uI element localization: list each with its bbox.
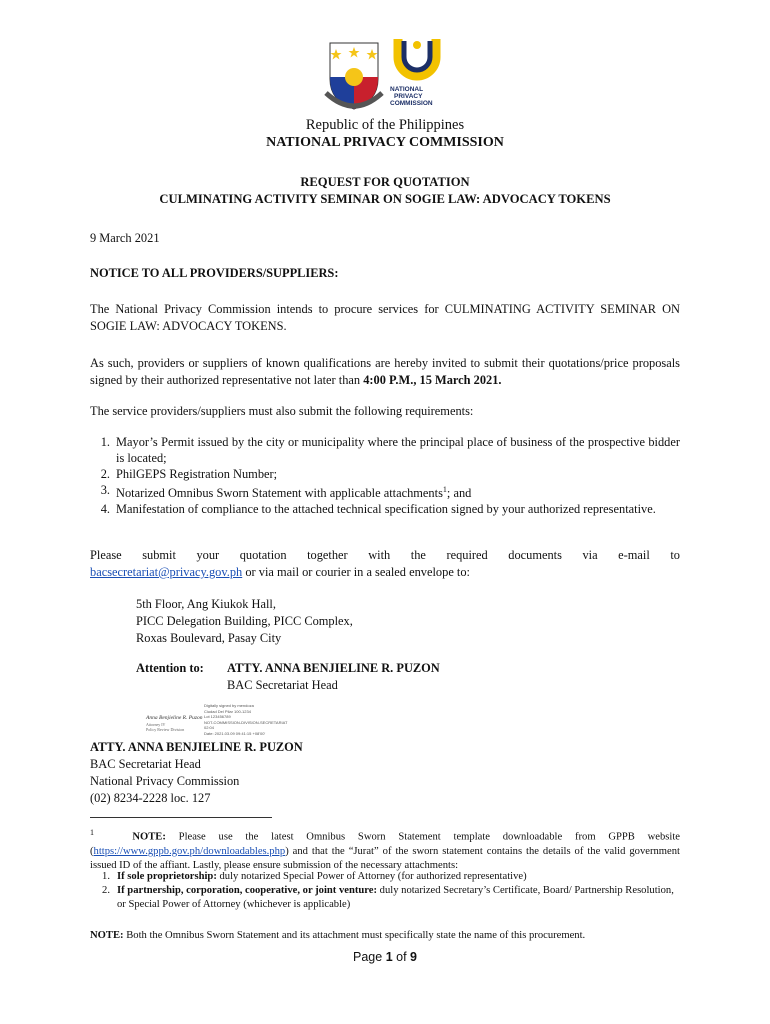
- signatory-phone: (02) 8234-2228 loc. 127: [90, 791, 211, 805]
- rfq-title: REQUEST FOR QUOTATION: [300, 175, 470, 189]
- deadline: 4:00 P.M., 15 March 2021.: [363, 373, 502, 387]
- signatory-block: [90, 739, 303, 807]
- attention-name: ATTY. ANNA BENJIELINE R. PUZON: [227, 661, 440, 675]
- page-number: Page 1 of 9: [353, 950, 417, 964]
- npc-logo-text: NATIONAL PRIVACY COMMISSION: [390, 86, 433, 107]
- list-item: 1. If sole proprietorship: duly notarized Special Power of Attorney (for authorized representative): [102, 871, 527, 882]
- requirements-list: [90, 434, 680, 517]
- signatory-name: ATTY. ANNA BENJIELINE R. PUZON: [90, 740, 303, 754]
- invitation-paragraph: As such, providers or suppliers of known qualifications are hereby invited to submit their quotations/price proposals signed by their authorized representative not later than 4:00 P.M., 15 March 2021.: [90, 356, 680, 387]
- document-date: 9 March 2021: [90, 231, 160, 245]
- mailing-address: 5th Floor, Ang Kiukok Hall, PICC Delegation Building, PICC Complex, Roxas Boulevard, Pasay City: [136, 597, 353, 645]
- signatory-office: National Privacy Commission: [90, 774, 240, 788]
- agency-heading: NATIONAL PRIVACY COMMISSION: [266, 135, 504, 150]
- signatory-position: BAC Secretariat Head: [90, 757, 201, 771]
- list-item: 3. Notarized Omnibus Sworn Statement with applicable attachments$^1$; and: [100, 483, 472, 501]
- attention-label: Attention to:: [136, 661, 204, 675]
- intro-paragraph: The National Privacy Commission intends to procure services for CULMINATING ACTIVITY SEMINAR ON SOGIE LAW: ADVOCACY TOKENS.: [90, 302, 680, 333]
- rfq-subject: CULMINATING ACTIVITY SEMINAR ON SOGIE LAW: ADVOCACY TOKENS: [159, 192, 611, 206]
- gppb-link[interactable]: https://www.gppb.gov.ph/downloadables.php: [93, 845, 286, 857]
- notice-heading: NOTICE TO ALL PROVIDERS/SUPPLIERS:: [90, 266, 339, 280]
- signature-name: Anna Benjieline R. Puzon: [146, 715, 203, 721]
- list-item: 1. Mayor’s Permit issued by the city or municipality where the principal place of business of the prospective bidder is located;: [100, 435, 680, 465]
- republic-heading: Republic of the Philippines: [305, 117, 465, 133]
- footnote-list: [90, 870, 680, 912]
- footnote: $^1$ NOTE: Please use the latest Omnibus Sworn Statement template downloadable from GPPB website (https://www.gppb.gov.ph/downloadables.php) and that the “Jurat” of the sworn statement contains the details of the valid government issued ID of the affiant. Lastly, please ensure submission of the necessary attachments:: [90, 828, 680, 871]
- npc-logo-icon: [392, 35, 442, 85]
- digital-signature: Anna Benjieline R. Puzon Attorney IV Policy Review Division Digitally signed by mendoza Ciudad Del Pilar 100-1234 Lot 123456789 NOT-COMMISSION-DIVISION-SECRETARIAT 02:04 Date: 2021.03.09 09:41:15 +08'00': [146, 703, 288, 736]
- list-item: 2. If partnership, corporation, cooperative, or joint venture: duly notarized Secretary’s Certificate, Board/ Partnership Resolution, or Special Power of Attorney (whichever is applicable): [102, 885, 674, 910]
- attention-position: BAC Secretariat Head: [227, 678, 338, 692]
- requirements-intro: The service providers/suppliers must also submit the following requirements:: [90, 404, 474, 418]
- signature-line: Attorney IV: [146, 722, 166, 727]
- philippine-seal-icon: [322, 37, 386, 113]
- signature-line: Policy Review Division: [146, 727, 185, 732]
- footnote-divider: [90, 817, 272, 818]
- list-item: 2. PhilGEPS Registration Number;: [100, 467, 278, 481]
- email-link[interactable]: bacsecretariat@privacy.gov.ph: [90, 565, 243, 579]
- list-item: 4. Manifestation of compliance to the attached technical specification signed by your authorized representative.: [100, 502, 656, 517]
- submission-paragraph: Please submit your quotation together with the required documents via e-mail to bacsecretariat@privacy.gov.ph or via mail or courier in a sealed envelope to:: [90, 548, 680, 579]
- final-note: NOTE: Both the Omnibus Sworn Statement and its attachment must specifically state the name of this procurement.: [90, 930, 586, 941]
- footnote-ref: 1: [442, 485, 447, 494]
